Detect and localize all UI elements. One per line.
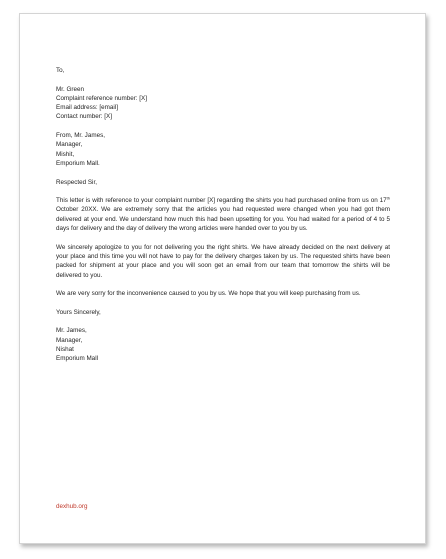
signature-place: Nishat [56, 345, 74, 353]
greeting-block [56, 178, 390, 187]
watermark: dexhub.org [56, 503, 88, 510]
paragraph-1-start: This letter is with reference to your complaint number [X] regarding the shirts you had purchased online from us on 17 [56, 197, 387, 205]
recipient-contact: Contact number: [X] [56, 113, 112, 121]
sender-place: Mishit, [56, 150, 75, 158]
recipient-name: Mr. Green [56, 85, 84, 93]
letter-content [56, 66, 390, 373]
signature-company: Emporium Mall [56, 355, 98, 363]
sender-from: From, Mr. James, [56, 132, 105, 140]
body-paragraph-3: We are very sorry for the inconvenience caused to you by us. We hope that you will keep purchasing from us. [56, 290, 361, 298]
paragraph-1-end: October 20XX. We are extremely sorry that the articles you had requested were changed when you had got them delivered at your end. We understand how much this had been upsetting for you. You had waited for a period of 4 to 5 days for delivery and the day of delivery the wrong articles were handed over to you by us. [56, 206, 390, 233]
letter-page [19, 13, 426, 544]
date-superscript: th [386, 195, 390, 201]
sender-block [56, 131, 390, 168]
sender-company: Emporium Mall. [56, 159, 100, 167]
greeting: Respected Sir, [56, 178, 97, 186]
recipient-block [56, 85, 390, 122]
signature-title: Manager, [56, 336, 83, 344]
signature-block [56, 326, 390, 363]
sender-title: Manager, [56, 141, 83, 149]
recipient-email: Email address: [email] [56, 104, 118, 112]
to-line-block [56, 66, 390, 75]
closing-block [56, 308, 390, 317]
signature-name: Mr. James, [56, 327, 87, 335]
complaint-reference: Complaint reference number: [X] [56, 94, 147, 102]
body-paragraph-2: We sincerely apologize to you for not delivering you the right shirts. We have already decided on the next delivery at your place and this time you will not have to pay for the delivery charges taken by us. The requested shirts have been packed for shipment at your place and you will soon get an email from our team that tomorrow the shirts will be delivered to you. [56, 243, 390, 279]
salutation-to: To, [56, 67, 65, 74]
closing: Yours Sincerely, [56, 308, 101, 316]
body-paragraph-1 [56, 196, 390, 233]
